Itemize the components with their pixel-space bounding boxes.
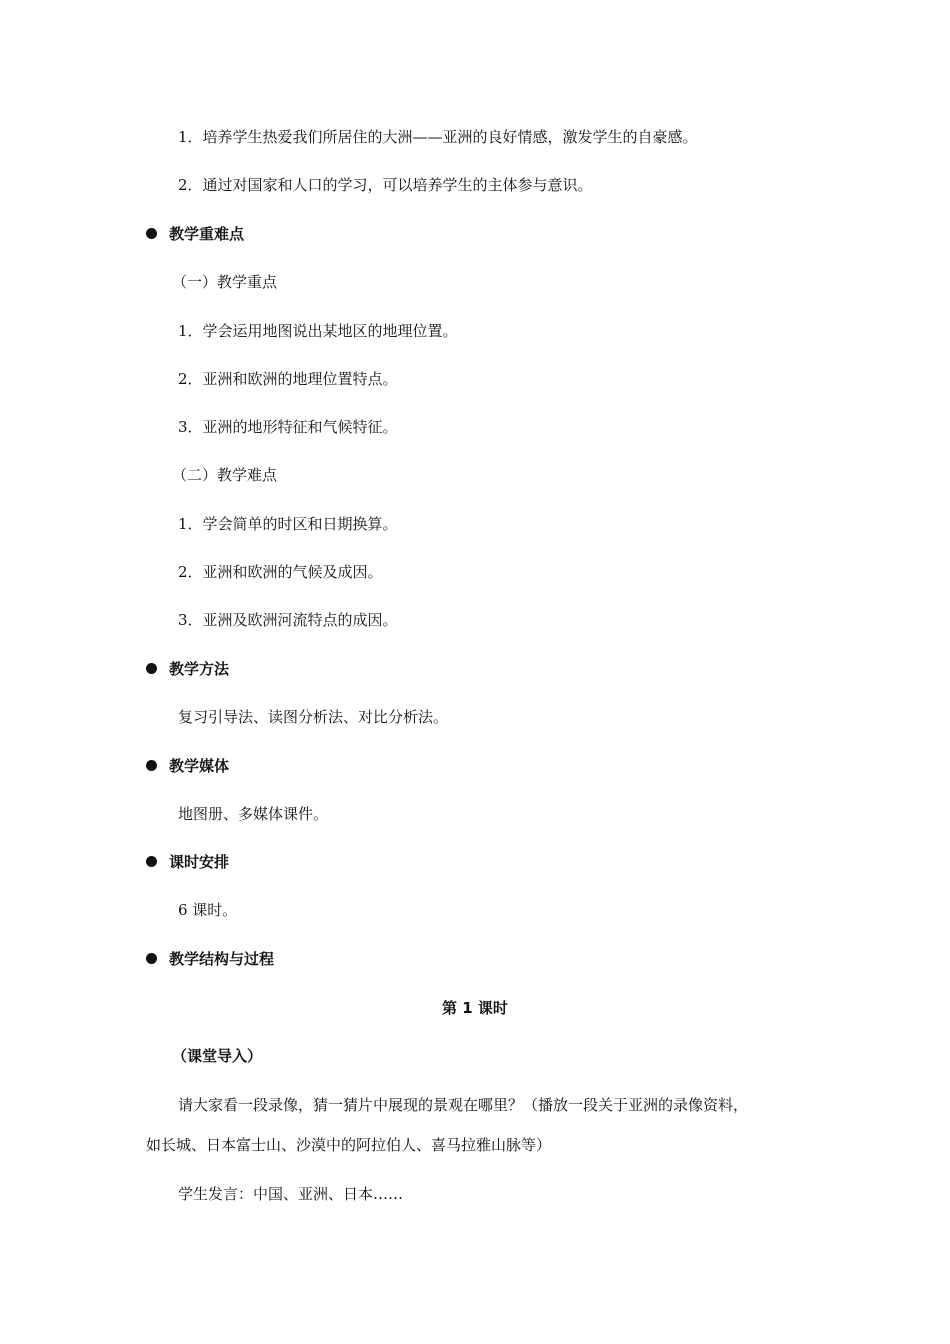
schedule-text: 6 课时。 (178, 901, 238, 919)
paragraph-line-1: 请大家看一段录像，猜一猜片中展现的景观在哪里？（播放一段关于亚洲的录像资料， (178, 1096, 749, 1114)
focus-item-3: 3．亚洲的地形特征和气候特征。 (178, 418, 398, 436)
intro-title: （课堂导入） (172, 1047, 263, 1065)
methods-text: 复习引导法、读图分析法、对比分析法。 (178, 708, 449, 726)
lesson-title: 第 1 课时 (442, 999, 508, 1017)
bullet-icon (146, 663, 157, 674)
goal-item-1: 1．培养学生热爱我们所居住的大洲——亚洲的良好情感，激发学生的自豪感。 (178, 128, 698, 146)
bullet-icon (146, 760, 157, 771)
bullet-icon (146, 856, 157, 867)
difficulty-item-3: 3．亚洲及欧洲河流特点的成因。 (178, 611, 398, 629)
section-heading-structure: 教学结构与过程 (169, 950, 275, 968)
paragraph-line-2: 如长城、日本富士山、沙漠中的阿拉伯人、喜马拉雅山脉等） (146, 1136, 552, 1154)
subheading-difficulty: （二）教学难点 (172, 466, 278, 484)
focus-item-1: 1．学会运用地图说出某地区的地理位置。 (178, 322, 458, 340)
goal-item-2: 2．通过对国家和人口的学习，可以培养学生的主体参与意识。 (178, 176, 593, 194)
difficulty-item-1: 1．学会简单的时区和日期换算。 (178, 515, 398, 533)
section-heading-key-points: 教学重难点 (169, 225, 245, 243)
section-heading-methods: 教学方法 (169, 660, 230, 678)
bullet-icon (146, 228, 157, 239)
section-heading-schedule: 课时安排 (169, 853, 230, 871)
media-text: 地图册、多媒体课件。 (178, 805, 329, 823)
bullet-icon (146, 953, 157, 964)
student-reply: 学生发言：中国、亚洲、日本…… (178, 1185, 404, 1203)
difficulty-item-2: 2．亚洲和欧洲的气候及成因。 (178, 563, 383, 581)
subheading-focus: （一）教学重点 (172, 273, 278, 291)
section-heading-media: 教学媒体 (169, 757, 230, 775)
focus-item-2: 2．亚洲和欧洲的地理位置特点。 (178, 370, 398, 388)
